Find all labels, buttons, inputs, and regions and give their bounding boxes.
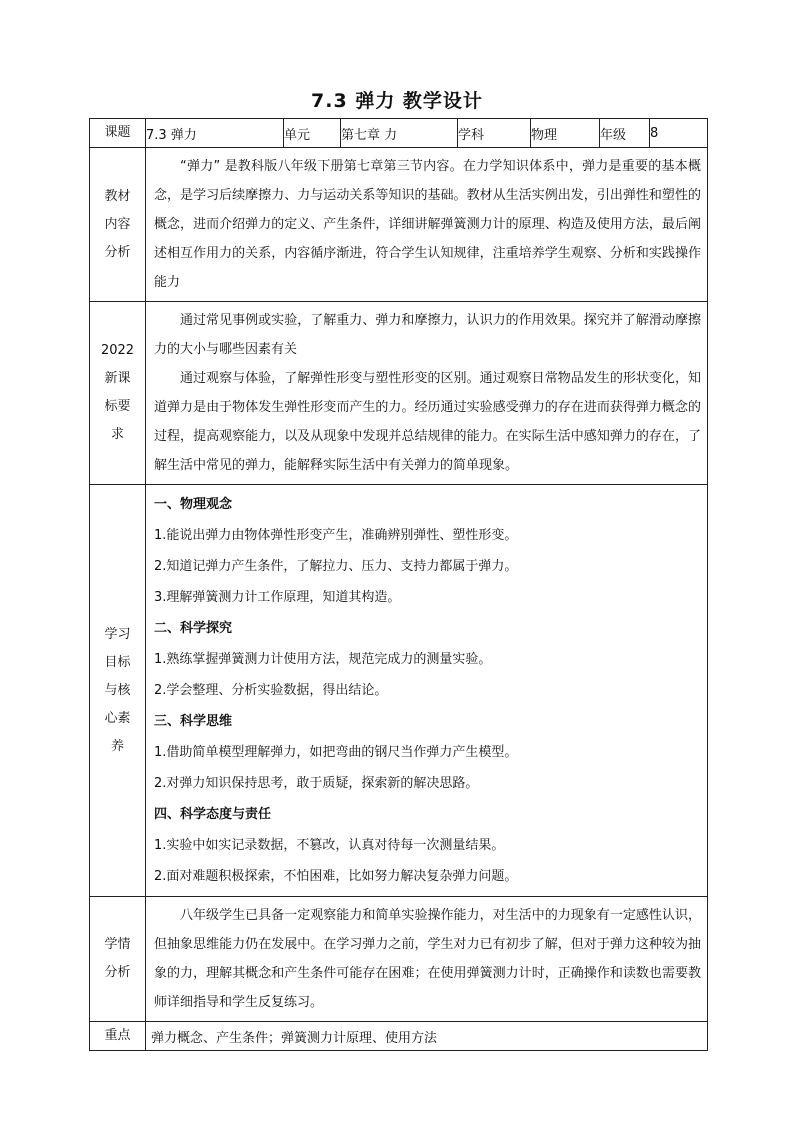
goal-item: 3.理解弹簧测力计工作原理，知道其构造。 <box>154 590 401 605</box>
grade-value: 8 <box>650 119 708 148</box>
goal-section-heading: 一、物理观念 <box>154 497 233 512</box>
key-points-value: 弹力概念、产生条件；弹簧测力计原理、使用方法 <box>146 1022 708 1051</box>
goal-item: 1.能说出弹力由物体弹性形变产生，准确辨别弹性、塑性形变。 <box>154 528 518 543</box>
curriculum-paragraph-1: 通过常见事例或实验，了解重力、弹力和摩擦力，认识力的作用效果。探究并了解滑动摩擦力的大小与哪些因素有关 <box>154 313 701 357</box>
topic-value: 7.3 弹力 <box>146 119 284 148</box>
goal-item: 1.熟练掌握弹簧测力计使用方法，规范完成力的测量实验。 <box>154 652 492 667</box>
goal-item: 2.对弹力知识保持思考，敢于质疑，探索新的解决思路。 <box>154 776 479 791</box>
document-title: 7.3 弹力 教学设计 <box>311 90 483 112</box>
textbook-analysis-paragraph: “弹力” 是教科版八年级下册第七章第三节内容。在力学知识体系中，弹力是重要的基本概念，是学习后续摩擦力、力与运动关系等知识的基础。教材从生活实例出发，引出弹性和塑性的概念，进而介绍弹力的定义、产生条件，详细讲解弹簧测力计的原理、构造及使用方法，最后阐述相互作用力的关系，内容循序渐进，符合学生认知规律，注重培养学生观察、分析和实践操作能力 <box>154 159 701 290</box>
student-analysis-paragraph: 八年级学生已具备一定观察能力和简单实验操作能力，对生活中的力现象有一定感性认识，但抽象思维能力仍在发展中。在学习弹力之前，学生对力已有初步了解，但对于弹力这种较为抽象的力，理解其概念和产生条件可能存在困难；在使用弹簧测力计时，正确操作和读数也需要教师详细指导和学生反复练习。 <box>154 908 701 1010</box>
goal-item: 2.学会整理、分析实验数据，得出结论。 <box>154 683 388 698</box>
student-analysis-content <box>146 897 708 1022</box>
textbook-analysis-label: 教材 内容 分析 <box>90 148 146 302</box>
curriculum-standard-row <box>90 302 708 485</box>
key-points-row <box>90 1022 708 1051</box>
student-analysis-row <box>90 897 708 1022</box>
key-points-label: 重点 <box>90 1022 146 1051</box>
curriculum-standard-label: 2022 新课 标要 求 <box>90 302 146 485</box>
goal-section-heading: 二、科学探究 <box>154 621 233 636</box>
unit-label: 单元 <box>284 119 341 148</box>
goal-item: 1.实验中如实记录数据，不篡改，认真对待每一次测量结果。 <box>154 838 505 853</box>
grade-label: 年级 <box>600 119 650 148</box>
goal-section-heading: 三、科学思维 <box>154 714 233 729</box>
goal-section-heading: 四、科学态度与责任 <box>154 807 272 822</box>
lesson-plan-table <box>89 118 708 1051</box>
student-analysis-label: 学情 分析 <box>90 897 146 1022</box>
textbook-analysis-row <box>90 148 708 302</box>
subject-value: 物理 <box>531 119 600 148</box>
goal-item: 2.面对难题积极探索，不怕困难，比如努力解决复杂弹力问题。 <box>154 869 518 884</box>
subject-label: 学科 <box>458 119 531 148</box>
curriculum-standard-content <box>146 302 708 485</box>
curriculum-paragraph-2: 通过观察与体验，了解弹性形变与塑性形变的区别。通过观察日常物品发生的形状变化，知道弹力是由于物体发生弹性形变而产生的力。经历通过实验感受弹力的存在进而获得弹力概念的过程，提高观察能力，以及从现象中发现并总结规律的能力。在实际生活中感知弹力的存在，了解生活中常见的弹力，能解释实际生活中有关弹力的简单现象。 <box>154 371 701 473</box>
goal-item: 2.知道记弹力产生条件，了解拉力、压力、支持力都属于弹力。 <box>154 559 518 574</box>
goal-item: 1.借助简单模型理解弹力，如把弯曲的钢尺当作弹力产生模型。 <box>154 745 518 760</box>
header-row <box>90 119 708 148</box>
unit-value: 第七章 力 <box>341 119 458 148</box>
learning-goals-row <box>90 485 708 897</box>
learning-goals-label: 学习 目标 与核 心素 养 <box>90 485 146 897</box>
topic-label: 课题 <box>90 119 146 148</box>
learning-goals-content <box>146 485 708 897</box>
textbook-analysis-content <box>146 148 708 302</box>
